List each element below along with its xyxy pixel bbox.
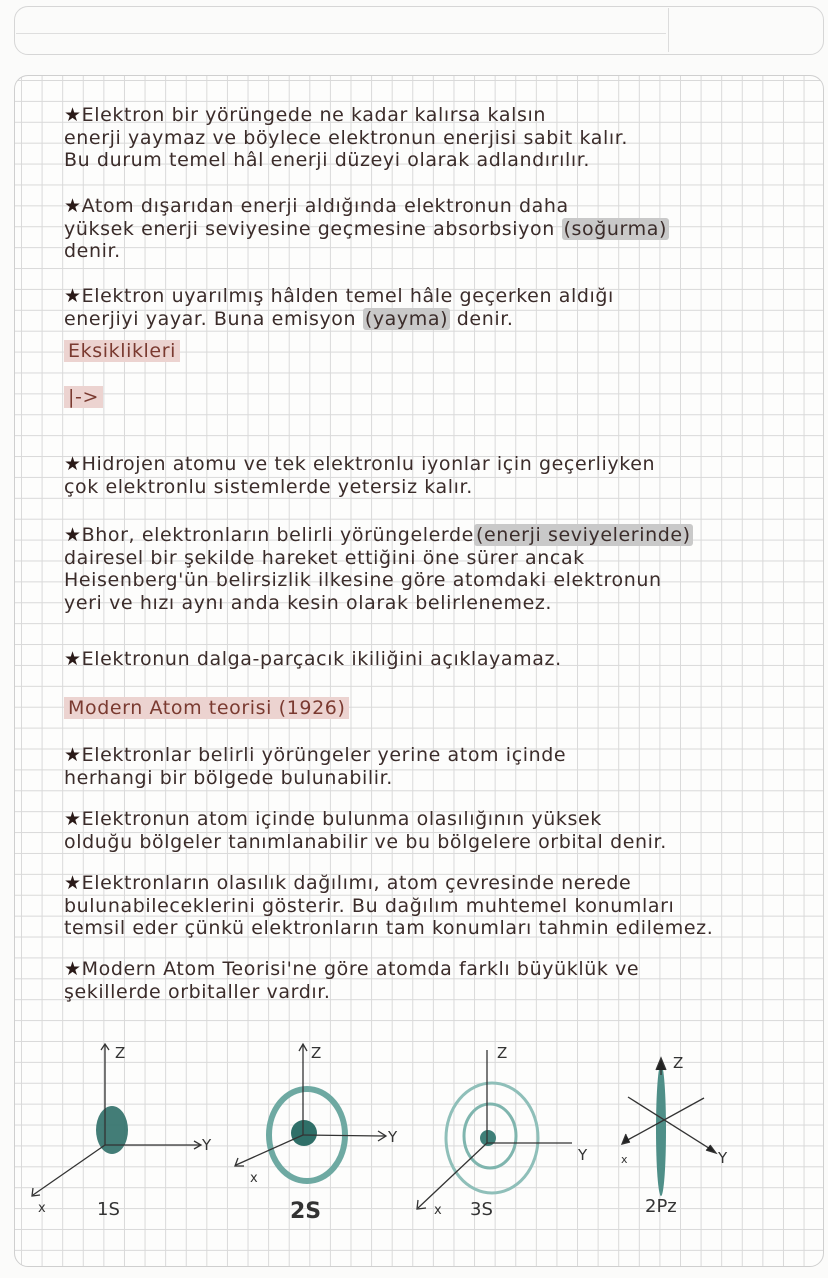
orbital-3s-label: 3S (470, 1199, 493, 1220)
orbital-2s-y-label: Y (388, 1128, 398, 1146)
star-bullet-icon: ★ (64, 872, 82, 894)
orbital-1s-label: 1S (97, 1199, 120, 1220)
note-text: yeri ve hızı aynı anda kesin olarak belirlenemez. (64, 591, 553, 614)
orbital-3s-z-label: Z (497, 1044, 508, 1062)
note-text: Bu durum temel hâl enerji düzeyi olarak adlandırılır. (64, 149, 591, 171)
note-text: enerjiyi yayar. Buna emisyon (64, 307, 363, 330)
highlighted-text: (soğurma) (563, 217, 667, 240)
note-text: Elektron bir yörüngede ne kadar kalırsa kalsın (81, 104, 546, 126)
note-text: Bhor, elektronların belirli yörüngelerde (81, 524, 474, 546)
star-bullet-icon: ★ (64, 744, 82, 766)
heading-text: Modern Atom teorisi (1926) (64, 697, 349, 719)
star-bullet-icon: ★ (64, 285, 82, 307)
note-text: Elektronun atom içinde bulunma olasılığının yüksek (81, 808, 602, 830)
star-bullet-icon: ★ (64, 648, 82, 670)
orbital-1s-diagram (32, 1044, 201, 1196)
highlighted-text: (yayma) (364, 307, 449, 330)
orbital-3s-diagram (417, 1050, 572, 1209)
note-text: olduğu bölgeler tanımlanabilir ve bu bölgelere orbital denir. (64, 830, 667, 853)
orbital-2pz-z-label: Z (673, 1054, 684, 1072)
orbital-2pz-y-label: Y (718, 1149, 728, 1167)
note-text: denir. (64, 240, 121, 262)
x-axis (33, 1145, 105, 1195)
note-text: dairesel bir şekilde hareket ettiğini öne sürer ancak (64, 546, 585, 569)
note-text: Modern Atom Teorisi'ne göre atomda farklı büyüklük ve (81, 958, 640, 980)
star-bullet-icon: ★ (64, 524, 82, 546)
orbital-2pz-label: 2Pz (645, 1196, 677, 1217)
orbital-3s-y-label: Y (578, 1146, 588, 1164)
orbital-2pz-diagram (622, 1058, 716, 1196)
note-text: yüksek enerji seviyesine geçmesine absorbsiyon (64, 217, 562, 240)
orbital-1s-y-label: Y (202, 1136, 212, 1154)
note-text: Elektronlar belirli yörüngeler yerine atom içinde (81, 744, 567, 766)
orbital-3s-x-label: x (434, 1203, 442, 1218)
orbital-1s-cloud (96, 1106, 128, 1154)
star-bullet-icon: ★ (64, 104, 82, 126)
note-text: enerji yaymaz ve böylece elektronun enerjisi sabit kalır. (64, 126, 629, 149)
star-bullet-icon: ★ (64, 453, 82, 475)
note-text: Hidrojen atomu ve tek elektronlu iyonlar için geçerliyken (81, 453, 656, 475)
star-bullet-icon: ★ (64, 195, 82, 217)
note-text: bulunabileceklerini gösterir. Bu dağılım muhtemel konumları (64, 894, 675, 917)
orbital-1s-z-label: Z (115, 1044, 126, 1062)
note-text: Elektronun dalga-parçacık ikiliğini açıklayamaz. (81, 648, 562, 670)
orbital-2pz-lobes (656, 1064, 666, 1196)
highlighted-text: (enerji seviyelerinde) (475, 524, 691, 546)
note-text: çok elektronlu sistemlerde yetersiz kalır. (64, 475, 473, 498)
note-text: Atom dışarıdan enerji aldığında elektronun daha (81, 195, 569, 217)
note-text: Heisenberg'ün belirsizlik ilkesine göre atomdaki elektronun (64, 569, 662, 591)
orbital-2pz-x-label: x (621, 1153, 628, 1166)
orbital-2s-z-label: Z (311, 1044, 322, 1062)
heading-text: |-> (64, 386, 103, 408)
orbital-2s-label: 2S (290, 1199, 322, 1224)
orbital-2s-diagram (235, 1044, 386, 1181)
star-bullet-icon: ★ (64, 808, 82, 830)
orbital-2s-x-label: x (250, 1171, 258, 1186)
note-text: şekillerde orbitaller vardır. (64, 980, 331, 1003)
note-text: Elektron uyarılmış hâlden temel hâle geçerken aldığı (81, 285, 614, 307)
heading-text: Eksiklikleri (64, 340, 180, 362)
star-bullet-icon: ★ (64, 958, 82, 980)
note-text: Elektronların olasılık dağılımı, atom çevresinde nerede (81, 872, 632, 894)
note-text: herhangi bir bölgede bulunabilir. (64, 766, 393, 789)
orbital-2s-core (291, 1120, 317, 1146)
note-text: denir. (450, 307, 514, 330)
orbital-1s-x-label: x (38, 1201, 46, 1216)
note-text: temsil eder çünkü elektronların tam konumları tahmin edilemez. (64, 917, 714, 939)
